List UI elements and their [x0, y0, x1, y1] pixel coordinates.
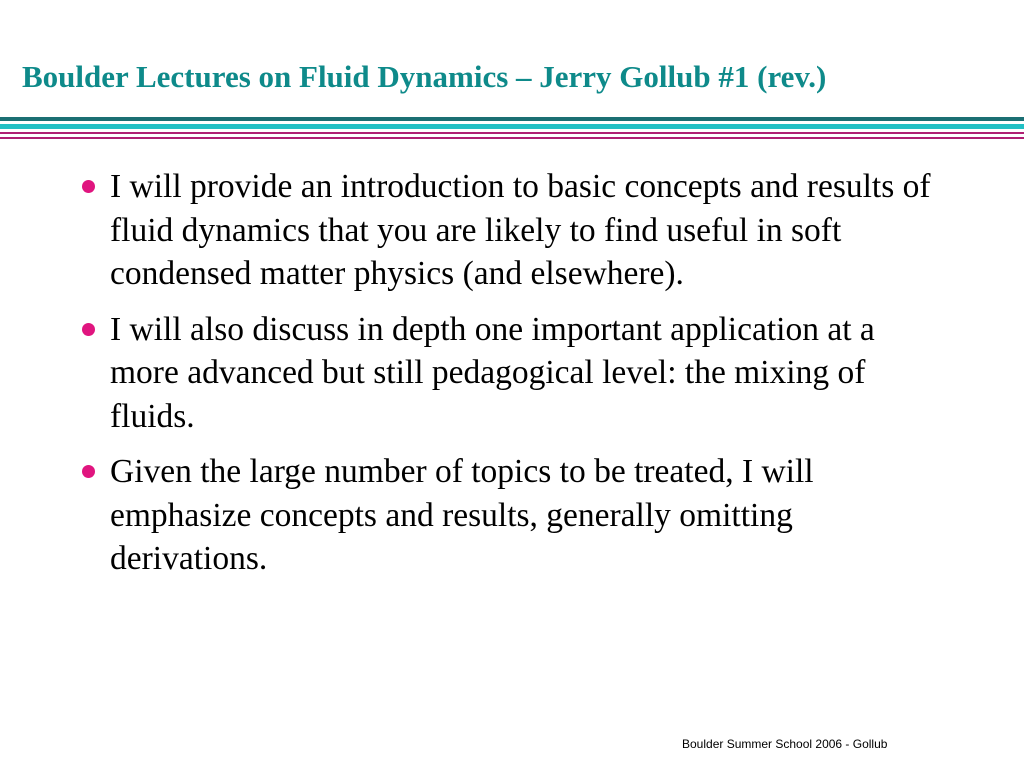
title-rule-magenta-upper [0, 132, 1024, 134]
bullet-item [80, 450, 940, 581]
slide-footer: Boulder Summer School 2006 - Gollub [682, 737, 888, 751]
bullet-item [80, 308, 940, 439]
bullet-dot-icon [82, 323, 95, 336]
bullet-text: I will provide an introduction to basic concepts and results of fluid dynamics that you are likely to find useful in soft condensed matter physics (and elsewhere). [110, 168, 931, 292]
bullet-list [80, 165, 940, 593]
slide-title: Boulder Lectures on Fluid Dynamics – Jerry Gollub #1 (rev.) [22, 59, 827, 94]
title-rule-magenta-lower [0, 137, 1024, 139]
bullet-dot-icon [82, 180, 95, 193]
bullet-item [80, 165, 940, 296]
title-rule-light-teal [0, 124, 1024, 129]
bullet-dot-icon [82, 465, 95, 478]
bullet-text: I will also discuss in depth one important application at a more advanced but still pedagogical level: the mixing of fluids. [110, 310, 875, 435]
bullet-text: Given the large number of topics to be treated, I will emphasize concepts and results, generally omitting derivations. [110, 453, 814, 577]
title-rule-dark-teal [0, 117, 1024, 121]
